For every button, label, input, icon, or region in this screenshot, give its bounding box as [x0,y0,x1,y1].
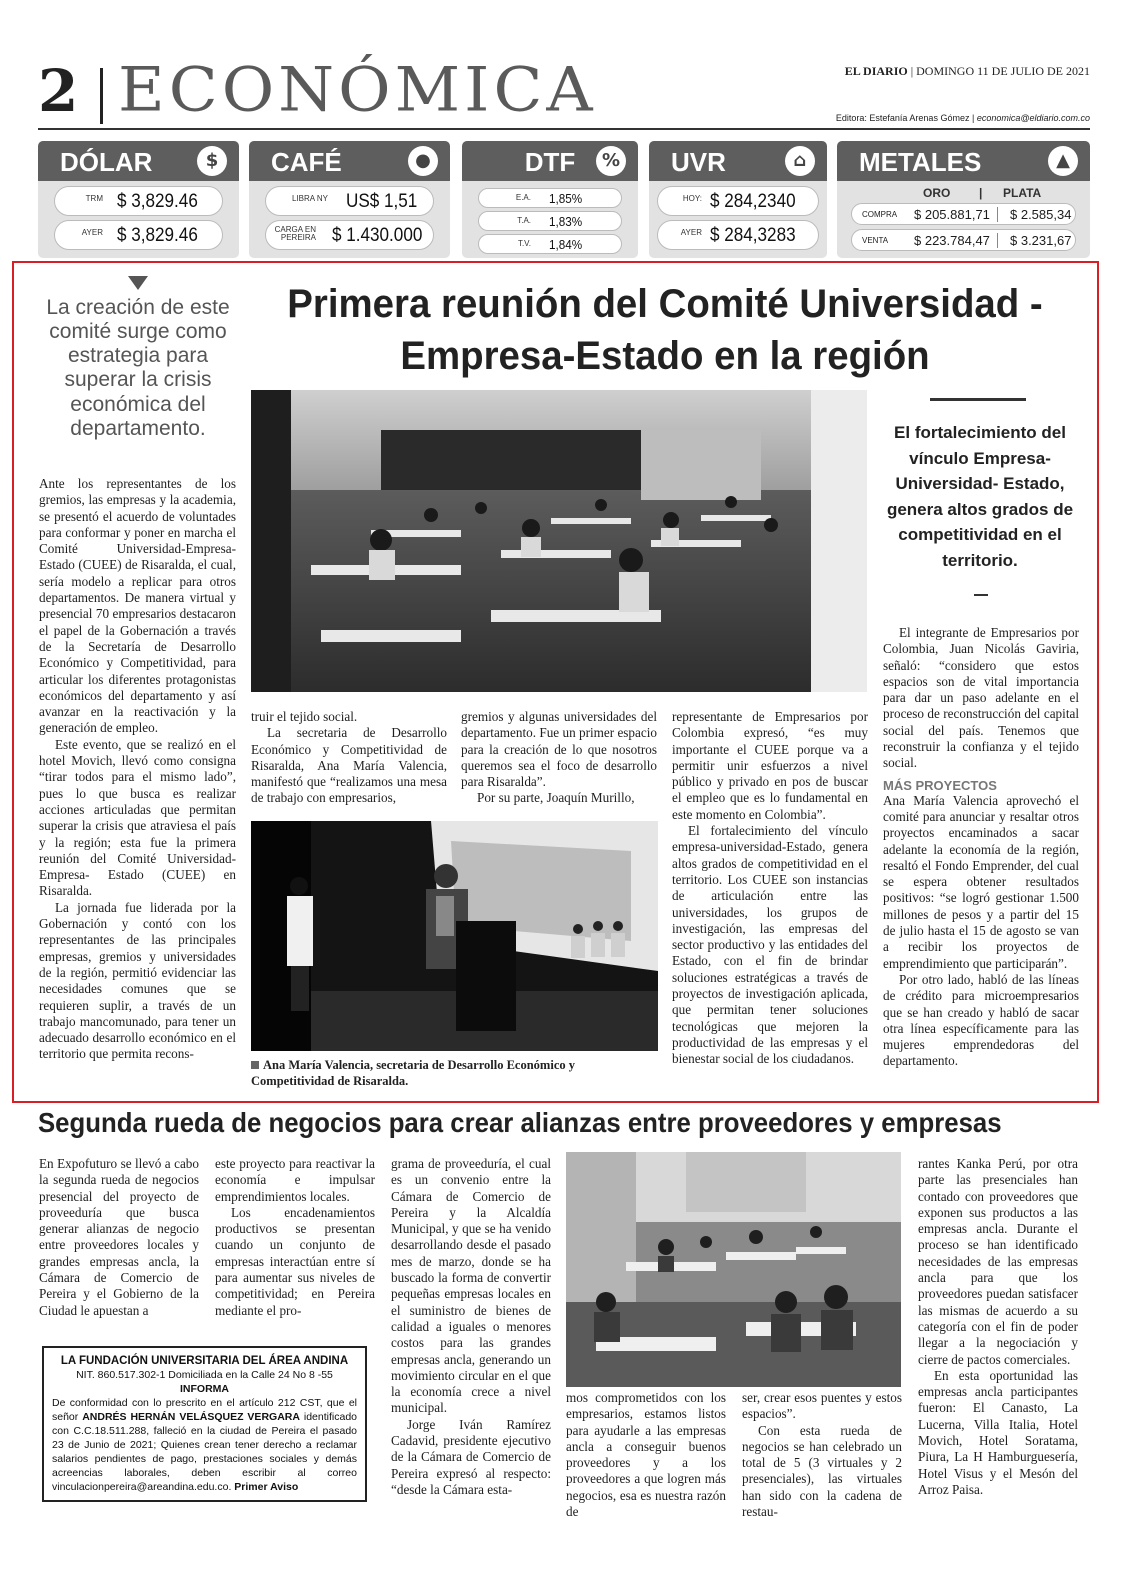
notice-title: LA FUNDACIÓN UNIVERSITARIA DEL ÁREA ANDINA [60,1355,349,1367]
editor-email[interactable]: economica@eldiario.com.co [976,113,1090,123]
coffee-bean-icon: ● [408,146,438,176]
paragraph: Jorge Iván Ramírez Cadavid, presidente ejecutivo de la Cámara de Comercio de Pereira expresó al respecto: “desde la Cámara esta- [391,1416,551,1497]
paragraph: grama de proveeduría, el cual es un convenio entre la Cámara de Comercio de Pereira y la Alcaldía Municipal, y que se ha venido desarrollando desde el pasado mes de marzo, donde se ha buscado la forma de convertir pequeñas empresas locales en el suministro de bienes de calidad a iguales o menores costos para las grandes empresas ancla, generando un movimiento circular en el que la economía crece a nivel municipal. [391,1156,551,1416]
dtf-tv-row: T.V. 1,84% [478,234,622,254]
paragraph: En Expofuturo se llevó a cabo la segunda rueda de negocios presencial del proyecto de proveeduría que busca generar alianzas de negocio entre proveedores locales y grandes empresas ancla, la Cámara de Comercio de Pereira y el Gobierno de la Ciudad le apuestan a [39,1156,199,1318]
article-headline: Primera reunión del Comité Universidad -Empresa-Estado en la región [287,282,1043,378]
indicator-title: DTF [524,147,576,177]
dolar-trm-row: TRM $ 3,829.46 [54,186,223,216]
paragraph: este proyecto para reactivar la economía e impulsar emprendimientos locales. [215,1156,375,1204]
article2-column-6 [918,1156,1078,1498]
issue-date: DOMINGO 11 DE JULIO DE 2021 [916,64,1090,78]
article2-column-3 [391,1156,551,1498]
paragraph: truir el tejido social. [251,709,358,724]
pull-quote: El fortalecimiento del vínculo Empresa-Universidad- Estado, genera altos grados de competitividad en el territorio. [886,423,1074,570]
business-meeting-photo [566,1152,901,1387]
cafe-pereira-row: CARGA EN PEREIRA $ 1.430.000 [265,220,434,250]
notice-subtitle: NIT. 860.517.302-1 Domiciliada en la Calle 24 No 8 -55 [76,1369,333,1381]
business-meeting-image [566,1152,901,1387]
dtf-ea-row: E.A. 1,85% [478,188,622,208]
notice-body: De conformidad con lo prescrito en el artículo 212 CST, que el señor ANDRÉS HERNÁN VELÁSQUEZ VERGARA identificado con C.C.18.511.288, falleció en la ciudad de Pereira el pasado 23 de Junio de 2021; Quienes crean tener derecho a reclamar salarios pendientes de pago, prestaciones sociales y demás acreencias laborales, deben escribir al correo vinculacionpereira@areandina.edu.co. Primer Aviso [52,1397,357,1493]
paragraph: rantes Kanka Perú, por otra parte las presenciales han contado con proveedores que exponen sus productos a las empresas ancla. Durante el proceso se han identificado necesidades de las empresas ancla para que los proveedores puedan satisfacer las mismas de acuerdo a su categoría con el fin de poder llegar a la negociación y cierre de pactos comerciales. [918,1156,1078,1367]
article2-column-1 [39,1156,199,1319]
indicator-metales: METALES ▲ ORO | PLATA COMPRA $ 205.881,71 $ 2.585,34 VENTA $ 223.784,47 $ 3.231,67 [837,141,1090,258]
pull-quote-rule-bottom [974,594,988,596]
indicator-title: UVR [671,147,726,177]
article-column-5 [883,625,1079,1070]
indicator-uvr [649,141,827,258]
editor-label: Editora: Estefanía Arenas Gómez | [835,113,975,123]
market-indicators [38,141,1090,259]
article-column-2 [251,709,447,807]
paragraph: Por su parte, Joaquín Murillo, [477,790,635,806]
indicator-dolar [38,141,239,258]
paragraph: La secretaria de Desarrollo Económico y Competitividad de Risaralda, Ana María Valencia, manifestó que “realizamos una mesa de trabajo con empresarios, [251,725,447,806]
notice-heading: INFORMA [180,1383,229,1395]
paragraph: La jornada fue liderada por la Gobernación y contó con los representantes de las principales empresas, gremios y universidades de la región, permitió evidenciar las necesidades comunes que se requieren suplir, a través de un trabajo mancomunado, para tener un adecuado desarrollo económico en el territorio que permita recons- [39,899,236,1062]
triangle-down-icon [128,276,148,290]
paragraph: Ante los representantes de los gremios, las empresas y la academia, se presentó el acuerdo de voluntades para conformar y poner en marcha el Comité Universidad-Empresa-Estado (CUEE) de Risaralda, el cual, sería modelo a replicar para otros departamentos. De manera virtual y presencial 70 empresarios destacaron el papel de la Gobernación a través de la Secretaría de Desarrollo Económico y Competitividad, para articular los diferentes protagonistas económicos del departamento y así avanzar en la reactivación y la generación de empleo. [39,476,236,736]
paragraph: Ana María Valencia aprovechó el comité para anunciar y resaltar otros proyectos encaminados a sacar adelante la economía de la región, resaltó el Fondo Emprender, del cual se espera obtener resultados positivos: “se logró gestionar 1.500 millones de pesos y a partir del 15 de julio hasta el 15 de agosto se van a recibir los proyectos de emprendimiento que participarán”. [883,792,1079,971]
indicator-title: METALES [859,147,982,177]
article-column-1 [39,476,236,1063]
dtf-ta-row: T.A. 1,83% [478,211,622,231]
newspaper-name: EL DIARIO [844,64,908,78]
indicator-cafe [249,141,450,258]
masthead [38,55,1090,128]
issue-info: EL DIARIO | DOMINGO 11 DE JULIO DE 2021 [844,64,1090,78]
lead-quote: La creación de este comité surge como estrategia para superar la crisis económica del departamento. [46,296,230,440]
page-number: 2 [38,57,79,125]
caption-bullet [251,1061,259,1069]
percent-icon: % [596,146,626,176]
paragraph: Por otro lado, habló de las líneas de crédito para microempresarios que se han creado y habló de sacar otra línea específicamente para las mujeres emprendedoras del departamento. [883,971,1079,1069]
editor-credit [836,113,1090,123]
paragraph: ser, crear esos puentes y estos espacios”. [742,1390,902,1422]
photo-caption: Ana María Valencia, secretaria de Desarrollo Económico y Competitividad de Risaralda. [251,1058,575,1088]
metales-venta-row: VENTA $ 223.784,47 $ 3.231,67 [851,229,1076,251]
indicator-title: DÓLAR [60,147,153,177]
masthead-divider [100,68,103,124]
uvr-hoy-row: HOY: $ 284,2340 [657,186,819,216]
masthead-rule [38,128,1090,130]
article2-column-4 [566,1390,726,1520]
legal-notice [42,1346,367,1502]
speaker-photo [251,821,658,1051]
paragraph: Los encadenamientos productivos se presentan cuando un conjunto de empresas interactúan entre sí para aumentar sus niveles de competitividad; en Pereira mediante el pro- [215,1204,375,1318]
paragraph: gremios y algunas universidades del departamento. Fue un primer espacio para la creación de lo que nosotros queremos sea el foco de desarrollo para Risaralda”. [461,709,657,790]
paragraph: representante de Empresarios por Colombia expresó, “es muy importante el CUEE porque va a permitir unir esfuerzos a nivel público y privado en pos de buscar el empleo que es lo fundamental en este momento en Colombia”. [672,709,868,822]
section-title: ECONÓMICA [118,55,597,126]
section-subhead: MÁS PROYECTOS [883,777,997,793]
pull-quote-rule-top [930,398,1026,401]
metales-compra-row: COMPRA $ 205.881,71 $ 2.585,34 [851,203,1076,225]
uvr-ayer-row: AYER $ 284,3283 [657,220,819,250]
article-column-3 [461,709,657,807]
indicator-dtf [462,141,638,258]
paragraph: Este evento, que se realizó en el hotel Movich, llevó como consigna “tirar todos para el mismo lado”, pues lo que busca es realizar acciones articuladas que permitan superar la crisis que atraviesa el país y la región; esta fue la primera reunión del Comité Universidad- Empresa- Estado (CUEE) en Risaralda. [39,736,236,899]
paragraph: En esta oportunidad las empresas ancla participantes fueron: El Canasto, La Lucerna, Villa Italia, Hotel Movich, Hotel Soratama, Piura, La H Hamburguesería, Hotel Visus y el Mesón del Arroz Paisa. [918,1367,1078,1497]
notice-person: ANDRÉS HERNÁN VELÁSQUEZ VERGARA [82,1411,300,1423]
conference-photo [251,390,867,692]
house-icon: ⌂ [785,146,815,176]
indicator-title: CAFÉ [271,147,342,177]
paragraph: El fortalecimiento del vínculo empresa-universidad-Estado, genera altos grados de competitividad en el territorio. Los CUEE son instancias de articulación entre las universidades, los grupos de investigación, las empresas del sector productivo y las entidades del Estado, con el fin de brindar soluciones estratégicas a través de proyectos de investigación aplicada, que permitan tener soluciones tecnológicas que mejoren la productividad de las empresas y el bienestar social de los ciudadanos. [672,823,868,1067]
article2-column-5 [742,1390,902,1520]
article-column-4 [672,709,868,1068]
paragraph: Con esta rueda de negocios se han celebrado un total de 5 (3 virtuales y 2 presenciales), las virtuales han sido con la cadena de restau- [742,1422,902,1520]
paragraph: El integrante de Empresarios por Colombia, Juan Nicolás Gaviria, señaló: “considero que estos espacios son de vital importancia para dar un paso adelante en el proceso de reconstrucción del capital social del país. Tenemos que reconstruir la confianza y el tejido social. [883,625,1079,771]
conference-room-image [251,390,867,692]
dollar-exchange-icon: $ [197,146,227,176]
gold-bars-icon: ▲ [1048,146,1078,176]
cafe-ny-row: LIBRA NY US$ 1,51 [265,186,434,216]
notice-tag: Primer Aviso [234,1481,299,1493]
paragraph: mos comprometidos con los empresarios, estamos listos para ayudarle a las empresas ancla a conseguir buenos proveedores y a los proveedores a que logren más negocios, esa es nuestra razón de [566,1390,726,1520]
dolar-ayer-row: AYER $ 3,829.46 [54,220,223,250]
article2-column-2 [215,1156,375,1319]
speaker-image [251,821,658,1051]
second-article-headline: Segunda rueda de negocios para crear alianzas entre proveedores y empresas [38,1107,1002,1138]
